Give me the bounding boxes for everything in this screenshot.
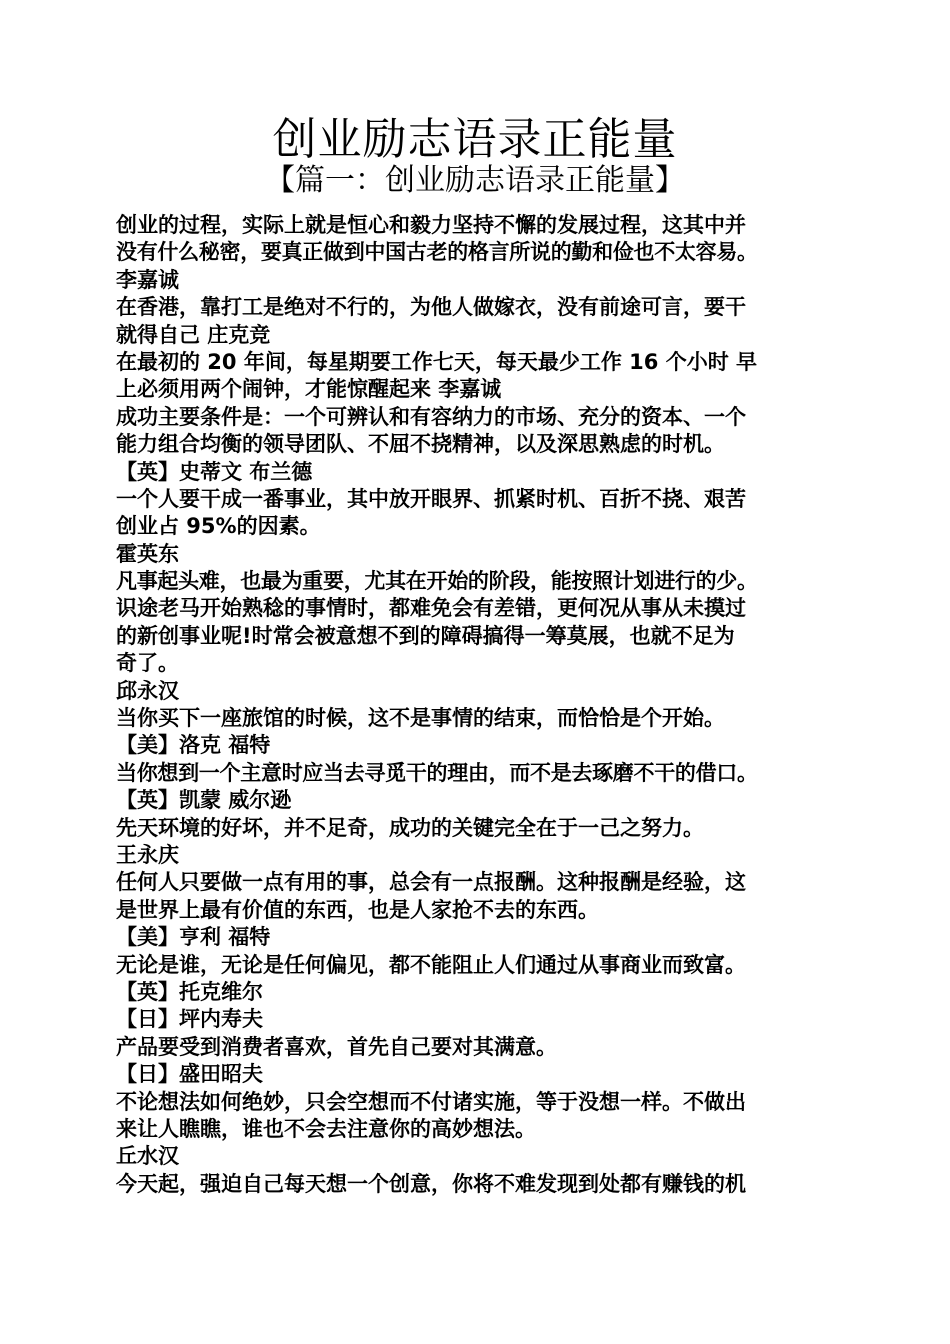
text-line: 【英】史蒂文 布兰德 xyxy=(116,459,313,484)
text-line: 任何人只要做一点有用的事，总会有一点报酬。这种报酬是经验，这 xyxy=(116,870,746,895)
document-body xyxy=(116,212,846,1198)
text-line: 【日】盛田昭夫 xyxy=(116,1062,263,1087)
text-line: 一个人要干成一番事业，其中放开眼界、抓紧时机、百折不挠、艰苦 xyxy=(116,486,746,511)
text-line: 在香港，靠打工是绝对不行的，为他人做嫁衣，没有前途可言，要干 xyxy=(116,295,746,320)
text-line: 当你想到一个主意时应当去寻觅干的理由，而不是去琢磨不干的借口。 xyxy=(116,760,758,785)
text-line: 【英】凯蒙 威尔逊 xyxy=(116,788,292,813)
text-line: 的新创事业呢!时常会被意想不到的障碍搞得一筹莫展，也就不足为 xyxy=(116,623,735,648)
text-line: 成功主要条件是：一个可辨认和有容纳力的市场、充分的资本、一个 xyxy=(116,404,746,429)
text-line: 【日】坪内寿夫 xyxy=(116,1007,263,1032)
document-title: 创业励志语录正能量 xyxy=(272,114,678,165)
text-line: 就得自己 庄克竞 xyxy=(116,322,271,347)
text-line: 创业占 95%的因素。 xyxy=(116,514,321,539)
text-line: 【美】洛克 福特 xyxy=(116,733,271,758)
text-line: 来让人瞧瞧，谁也不会去注意你的高妙想法。 xyxy=(116,1116,536,1141)
text-line: 是世界上最有价值的东西，也是人家抢不去的东西。 xyxy=(116,897,599,922)
document-subtitle: 【篇一：创业励志语录正能量】 xyxy=(265,163,685,198)
text-line: 【英】托克维尔 xyxy=(116,979,263,1004)
text-line: 能力组合均衡的领导团队、不屈不挠精神，以及深思熟虑的时机。 xyxy=(116,432,725,457)
text-line: 凡事起头难，也最为重要，尤其在开始的阶段，能按照计划进行的少。 xyxy=(116,569,758,594)
text-line: 奇了。 xyxy=(116,651,179,676)
text-line: 不论想法如何绝妙，只会空想而不付诸实施，等于没想一样。不做出 xyxy=(116,1089,746,1114)
text-line: 王永庆 xyxy=(116,842,179,867)
text-line: 创业的过程，实际上就是恒心和毅力坚持不懈的发展过程，这其中并 xyxy=(116,213,746,237)
text-line: 当你买下一座旅馆的时候，这不是事情的结束，而恰恰是个开始。 xyxy=(116,706,725,731)
text-line: 识途老马开始熟稔的事情时，都难免会有差错，更何况从事从未摸过 xyxy=(116,596,746,621)
text-line: 先天环境的好坏，并不足奇，成功的关键完全在于一己之努力。 xyxy=(116,815,704,840)
text-line: 无论是谁，无论是任何偏见，都不能阻止人们通过从事商业而致富。 xyxy=(116,952,746,977)
text-line: 【美】亨利 福特 xyxy=(116,925,271,950)
text-line: 在最初的 20 年间，每星期要工作七天，每天最少工作 16 个小时 早 xyxy=(116,349,757,374)
text-line: 上必须用两个闹钟，才能惊醒起来 李嘉诚 xyxy=(116,377,502,402)
text-line: 丘水汉 xyxy=(116,1144,179,1169)
text-line: 没有什么秘密，要真正做到中国古老的格言所说的勤和俭也不太容易。 xyxy=(116,240,758,265)
text-line: 邱永汉 xyxy=(116,678,179,703)
text-line: 产品要受到消费者喜欢，首先自己要对其满意。 xyxy=(116,1034,557,1059)
text-line: 李嘉诚 xyxy=(116,267,179,292)
text-line: 今天起，强迫自己每天想一个创意，你将不难发现到处都有赚钱的机 xyxy=(116,1171,746,1196)
text-line: 霍英东 xyxy=(116,541,179,566)
